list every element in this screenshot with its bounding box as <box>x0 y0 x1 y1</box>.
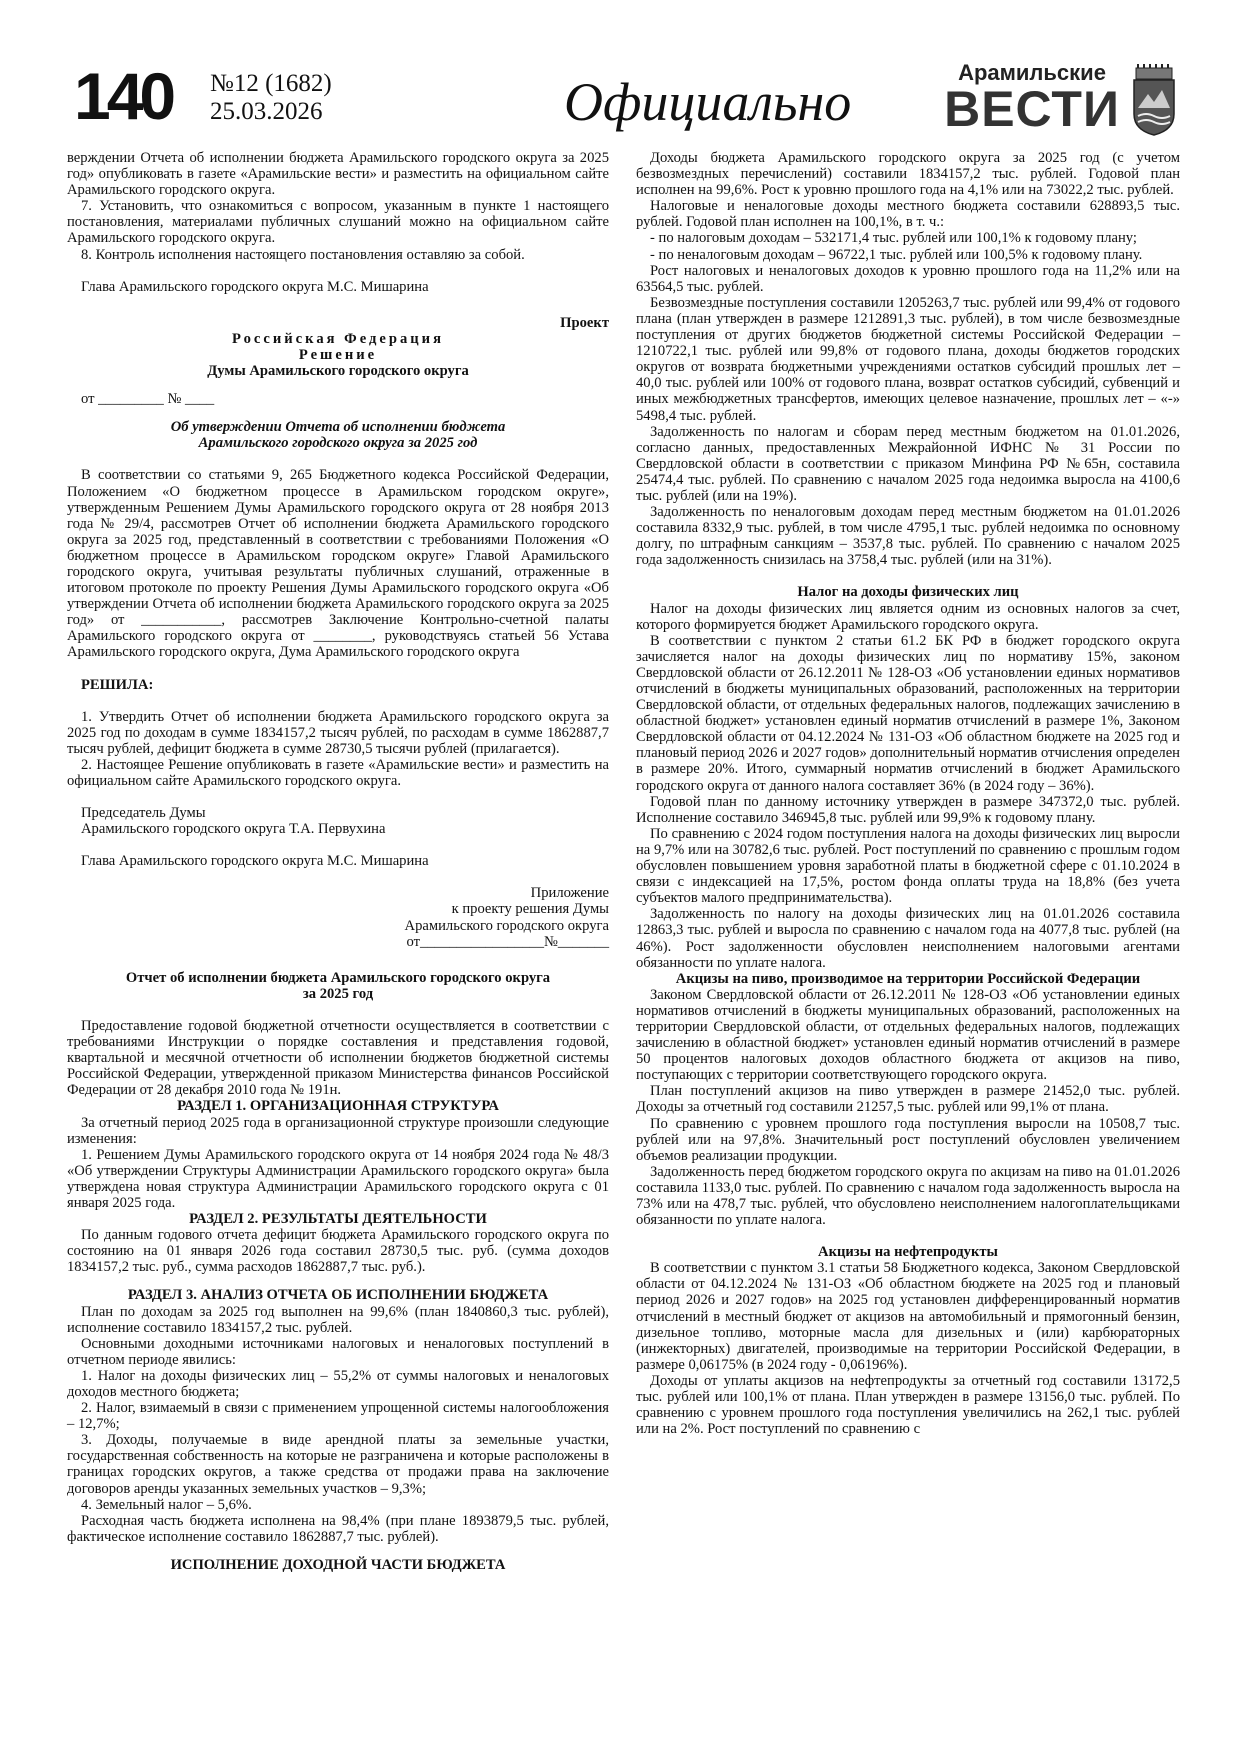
section-heading: РАЗДЕЛ 2. РЕЗУЛЬТАТЫ ДЕЯТЕЛЬНОСТИ <box>189 1211 487 1228</box>
section-heading: Акцизы на пиво, производимое на территории Российской Федерации <box>675 970 1141 987</box>
date-number-line: от _________ № ____ <box>81 391 215 408</box>
paragraph: Расходная часть бюджета исполнена на 98,4% (при плане 1893879,5 тыс. рублей, фактическое исполнение составило 1862887,7 тыс. рублей). <box>67 1512 609 1545</box>
paragraph: Рост налоговых и неналоговых доходов к уровню прошлого года на 11,2% или на 63564,5 тыс. рублей. <box>636 262 1180 295</box>
paragraph: 1. Решением Думы Арамильского городского округа от 14 ноября 2024 года № 48/3 «Об утверждении Структуры Администрации Арамильского городского округа» была утверждена новая структура Администрации Арамильского городского округа с 01 января 2025 года. <box>67 1146 609 1211</box>
paragraph: План по доходам за 2025 год выполнен на 99,6% (план 1840860,3 тыс. рублей), исполнение составило 1834157,2 тыс. рублей. <box>67 1303 609 1336</box>
paragraph: 3. Доходы, получаемые в виде арендной платы за земельные участки, государственная собственность на которые не разграничена и которые расположены в границах городских округов, а также средства от продажи права на заключение договоров аренды указанных земельных участков – 9,3%; <box>67 1432 609 1497</box>
appendix-note: Арамильского городского округа <box>404 917 609 934</box>
section-heading: Налог на доходы физических лиц <box>797 584 1019 601</box>
section-rubric: Официально <box>564 72 852 132</box>
issue-number: №12 (1682) <box>210 70 332 97</box>
paragraph: Налог на доходы физических лиц является одним из основных налогов за счет, которого формируется бюджет Арамильского городского округа. <box>636 600 1180 633</box>
paragraph: Безвозмездные поступления составили 1205263,7 тыс. рублей или 99,4% от годового плана (план утвержден в размере 1212891,3 тыс. рублей), в том числе безвозмездные поступления от других бюджетов бюджетной системы Российской Федерации – 1210722,1 тыс. рублей или 99,8% от годового плана, доходы бюджетов городских округов от возврата бюджетными учреждениями остатков субсидий прошлых лет – 40,0 тыс. рублей или 100% от годового плана, возврат остатков субсидий, субвенций и иных межбюджетных трансфертов, имеющих целевое назначение, прошлых лет – «-» 5498,4 тыс. рублей. <box>636 294 1180 424</box>
paragraph: Доходы бюджета Арамильского городского округа за 2025 год (с учетом безвозмездных перечислений) составили 1834157,2 тыс. рублей. Годовой план исполнен на 99,6%. Рост к уровню прошлого года на 4,1% или на 73022,2 тыс. рублей. <box>636 150 1180 199</box>
paragraph: 7. Установить, что ознакомиться с вопросом, указанным в пункте 1 настоящего постановления, материалами публичных слушаний можно на официальном сайте Арамильского городского округа. <box>67 198 609 247</box>
paragraph: Законом Свердловской области от 26.12.2011 № 128-ОЗ «Об установлении единых нормативов отчислений в бюджеты муниципальных образований, расположенных на территории Свердловской области, от отдельных федеральных налогов, подлежащих зачислению в областной бюджет» установлен единый норматив отчислений в размере 50 процентов налоговых доходов областного бюджета от акцизов на пиво, поступающих с территории соответствующего городского округа. <box>636 986 1180 1084</box>
duma-heading: Думы Арамильского городского округа <box>207 363 469 380</box>
paragraph: План поступлений акцизов на пиво утвержден в размере 21452,0 тыс. рублей. Доходы за отчетный год составили 21257,5 тыс. рублей или 99,1% от плана. <box>636 1083 1180 1116</box>
resolved-heading: РЕШИЛА: <box>81 676 154 693</box>
paragraph: 8. Контроль исполнения настоящего постановления оставляю за собой. <box>81 246 525 263</box>
logo-top-text: Арамильские <box>958 60 1106 85</box>
paragraph: Задолженность по неналоговым доходам перед местным бюджетом на 01.01.2026 составила 8332,9 тыс. рублей, в том числе 4795,1 тыс. рублей недоимка по основному долгу, по штрафным санкциям – 3537,8 тыс. рублей. По сравнению с началом 2025 года задолженность снизилась на 3758,4 тыс. рублей (или на 31%). <box>636 504 1180 569</box>
paragraph: верждении Отчета об исполнении бюджета Арамильского городского округа за 2025 год» опубликовать в газете «Арамильские вести» и разместить на официальном сайте Арамильского городского округа. <box>67 150 609 199</box>
paragraph: В соответствии с пунктом 3.1 статьи 58 Бюджетного кодекса, Законом Свердловской области от 04.12.2024 № 131-ОЗ «Об областном бюджете на 2025 год и плановый период 2026 и 2027 годов» на 2025 год установлен дифференцированный норматив отчислений в местный бюджет от акцизов на автомобильный и прямогонный бензин, дизельное топливо, моторные масла для дизельных и (или) карбюраторных (инжекторных) двигателей, производимые на территории Российской Федерации, в размере 0,06175% (в 2024 году - 0,06196%). <box>636 1260 1180 1373</box>
paragraph: 1. Налог на доходы физических лиц – 55,2% от суммы налоговых и неналоговых доходов местного бюджета; <box>67 1367 609 1400</box>
section-heading: Акцизы на нефтепродукты <box>818 1244 998 1261</box>
paragraph: Годовой план по данному источнику утвержден в размере 347372,0 тыс. рублей. Исполнение составило 346945,8 тыс. рублей или 99,9% к годовому плану. <box>636 793 1180 826</box>
paragraph: 2. Налог, взимаемый в связи с применением упрощенной системы налогообложения – 12,7%; <box>67 1400 609 1433</box>
signature-line: Арамильского городского округа Т.А. Первухина <box>81 821 386 838</box>
report-title: за 2025 год <box>302 985 374 1002</box>
paragraph: Налоговые и неналоговые доходы местного бюджета составили 628893,5 тыс. рублей. Годовой план исполнен на 100,1%, в т. ч.: <box>636 198 1180 231</box>
section-heading: РАЗДЕЛ 1. ОРГАНИЗАЦИОННАЯ СТРУКТУРА <box>177 1098 499 1115</box>
country-heading: Российская Федерация <box>232 330 444 347</box>
paragraph: Задолженность по налогам и сборам перед местным бюджетом на 01.01.2026, согласно данных, предоставленных Межрайонной ИФНС № 31 России по Свердловской области в соответствии с приказом Минфина РФ №65н, составила 25474,4 тыс. рублей. По сравнению с началом 2025 года недоимка выросла на 4100,6 тыс. рублей (или на 19%). <box>636 423 1180 504</box>
decision-title: Об утверждении Отчета об исполнении бюджета <box>170 419 506 436</box>
paragraph: - по неналоговым доходам – 96722,1 тыс. рублей или 100,5% к годовому плану. <box>650 246 1143 263</box>
appendix-note: к проекту решения Думы <box>451 901 609 918</box>
signature-line: Глава Арамильского городского округа М.С. Мишарина <box>81 853 429 870</box>
paragraph: По сравнению с уровнем прошлого года поступления выросли на 10508,7 тыс. рублей или на 97,8%. Значительный рост поступлений обусловлен увеличением объемов реализации продукции. <box>636 1115 1180 1164</box>
paragraph: Основными доходными источниками налоговых и неналоговых поступлений в отчетном периоде явились: <box>67 1335 609 1368</box>
paragraph: Доходы от уплаты акцизов на нефтепродукты за отчетный год составили 13172,5 тыс. рублей или 100,1% от плана. План утвержден в размере 13156,0 тыс. рублей. По сравнению с уровнем прошлого года поступления увеличились на 262,1 тыс. рублей или на 2%. Рост поступлений по сравнению с <box>636 1372 1180 1438</box>
issue-date: 25.03.2026 <box>210 98 323 125</box>
right-column <box>636 150 1180 1437</box>
paragraph: 1. Утвердить Отчет об исполнении бюджета Арамильского городского округа за 2025 год по доходам в сумме 1834157,2 тысяч рублей, по расходам в сумме 1862887,7 тысяч рублей, дефицит бюджета в сумме 28730,5 тысячи рублей (прилагается). <box>67 708 609 757</box>
paragraph: - по налоговым доходам – 532171,4 тыс. рублей или 100,1% к годовому плану; <box>650 230 1137 247</box>
appendix-note: от_________________№_______ <box>406 933 609 950</box>
coat-of-arms-icon <box>1132 64 1176 136</box>
report-title: Отчет об исполнении бюджета Арамильского городского округа <box>125 969 551 986</box>
paragraph: В соответствии со статьями 9, 265 Бюджетного кодекса Российской Федерации, Положением «О бюджетном процессе в Арамильском городском округе», утвержденным Решением Думы Арамильского городского округа от 28 ноября 2013 года № 29/4, рассмотрев Отчет об исполнении бюджета Арамильского городского округа за 2025 год, представленный в соответствии с требованиями Положения «О бюджетном процессе в Арамильском городском округе» Главой Арамильского городского округа, учитывая результаты публичных слушаний, отраженные в итоговом протоколе по проекту Решения Думы Арамильского городского округа «Об утверждении Отчета об исполнении бюджета Арамильского городского округа за 2025 год» от ___________, рассмотрев Заключение Контрольно-счетной палаты Арамильского городского округа от ________, руководствуясь статьей 56 Устава Арамильского городского округа, Дума Арамильского городского округа <box>67 467 609 661</box>
decision-title: Арамильского городского округа за 2025 год <box>198 435 478 452</box>
paragraph: Предоставление годовой бюджетной отчетности осуществляется в соответствии с требованиями Инструкции о порядке составления и представления годовой, квартальной и месячной отчетности об исполнении бюджетов бюджетной системы Российской Федерации, утвержденной приказом Министерства финансов Российской Федерации от 28 декабря 2010 года № 191н. <box>67 1017 609 1099</box>
paragraph: По данным годового отчета дефицит бюджета Арамильского городского округа по состоянию на 01 января 2026 года составил 28730,5 тыс. руб. (сумма доходов 1834157,2 тыс. руб., сумма расходов 1862887,7 тыс. руб.). <box>67 1227 609 1276</box>
issue-info <box>210 70 332 126</box>
page-header <box>74 59 1184 142</box>
logo-bottom-text: ВЕСТИ <box>944 81 1120 137</box>
paragraph: 4. Земельный налог – 5,6%. <box>81 1496 252 1513</box>
paragraph: По сравнению с 2024 годом поступления налога на доходы физических лиц выросли на 9,7% или на 30782,6 тыс. рублей. Рост поступлений по сравнению с прошлым годом обусловлен повышением уровня заработной платы в бюджетной сфере с 01.10.2024 в связи с индексацией на 17,5%, ростом фонда оплаты труда на 18,8% (без учета субъектов малого предпринимательства). <box>636 825 1180 907</box>
left-column <box>67 150 609 1573</box>
section-heading: РАЗДЕЛ 3. АНАЛИЗ ОТЧЕТА ОБ ИСПОЛНЕНИИ БЮДЖЕТА <box>127 1287 549 1304</box>
signature-line: Председатель Думы <box>81 805 206 822</box>
paragraph: 2. Настоящее Решение опубликовать в газете «Арамильские вести» и разместить на официальном сайте Арамильского городского округа. <box>67 756 609 789</box>
decision-heading: Решение <box>298 346 378 363</box>
paragraph: В соответствии с пунктом 2 статьи 61.2 БК РФ в бюджет городского округа зачисляется налог на доходы физических лиц по нормативу 15%, законом Свердловской области от 26.12.2011 № 128-ОЗ «Об установлении единых нормативов отчислений в бюджеты муниципальных образований, расположенных на территории Свердловской области, от отдельных федеральных налогов, подлежащих зачислению в областной бюджет» установлен единый норматив отчислений в размере 1%, Законом Свердловской области от 04.12.2024 № 131-ОЗ «Об областном бюджете на 2025 год и плановый период 2026 и 2027 годов» дополнительный норматив отчисления определен в размере 20%. Итого, суммарный норматив отчислений в бюджет Арамильского городского округа от данного налога составляет 36% (в 2024 году – 36%). <box>636 632 1180 794</box>
newspaper-logo <box>942 60 1122 137</box>
page-number: 140 <box>74 59 173 133</box>
draft-label: Проект <box>560 314 609 331</box>
paragraph: Задолженность по налогу на доходы физических лиц на 01.01.2026 составила 12863,3 тыс. рублей и выросла по сравнению с началом года на 4077,8 тыс. рублей (на 46%). Рост задолженности обусловлен неисполнением налоговыми агентами обязанности по уплате налога. <box>636 906 1180 971</box>
paragraph: За отчетный период 2025 года в организационной структуре произошли следующие изменения: <box>67 1114 609 1147</box>
appendix-note: Приложение <box>530 885 609 902</box>
signature-line: Глава Арамильского городского округа М.С. Мишарина <box>81 278 429 295</box>
section-heading: ИСПОЛНЕНИЕ ДОХОДНОЙ ЧАСТИ БЮДЖЕТА <box>170 1556 506 1573</box>
paragraph: Задолженность перед бюджетом городского округа по акцизам на пиво на 01.01.2026 составила 1133,0 тыс. рублей. По сравнению с началом года задолженность выросла на 73% или на 478,7 тыс. рублей, что обусловлено неисполнением налогоплательщиками обязанности по уплате налога. <box>636 1163 1180 1229</box>
